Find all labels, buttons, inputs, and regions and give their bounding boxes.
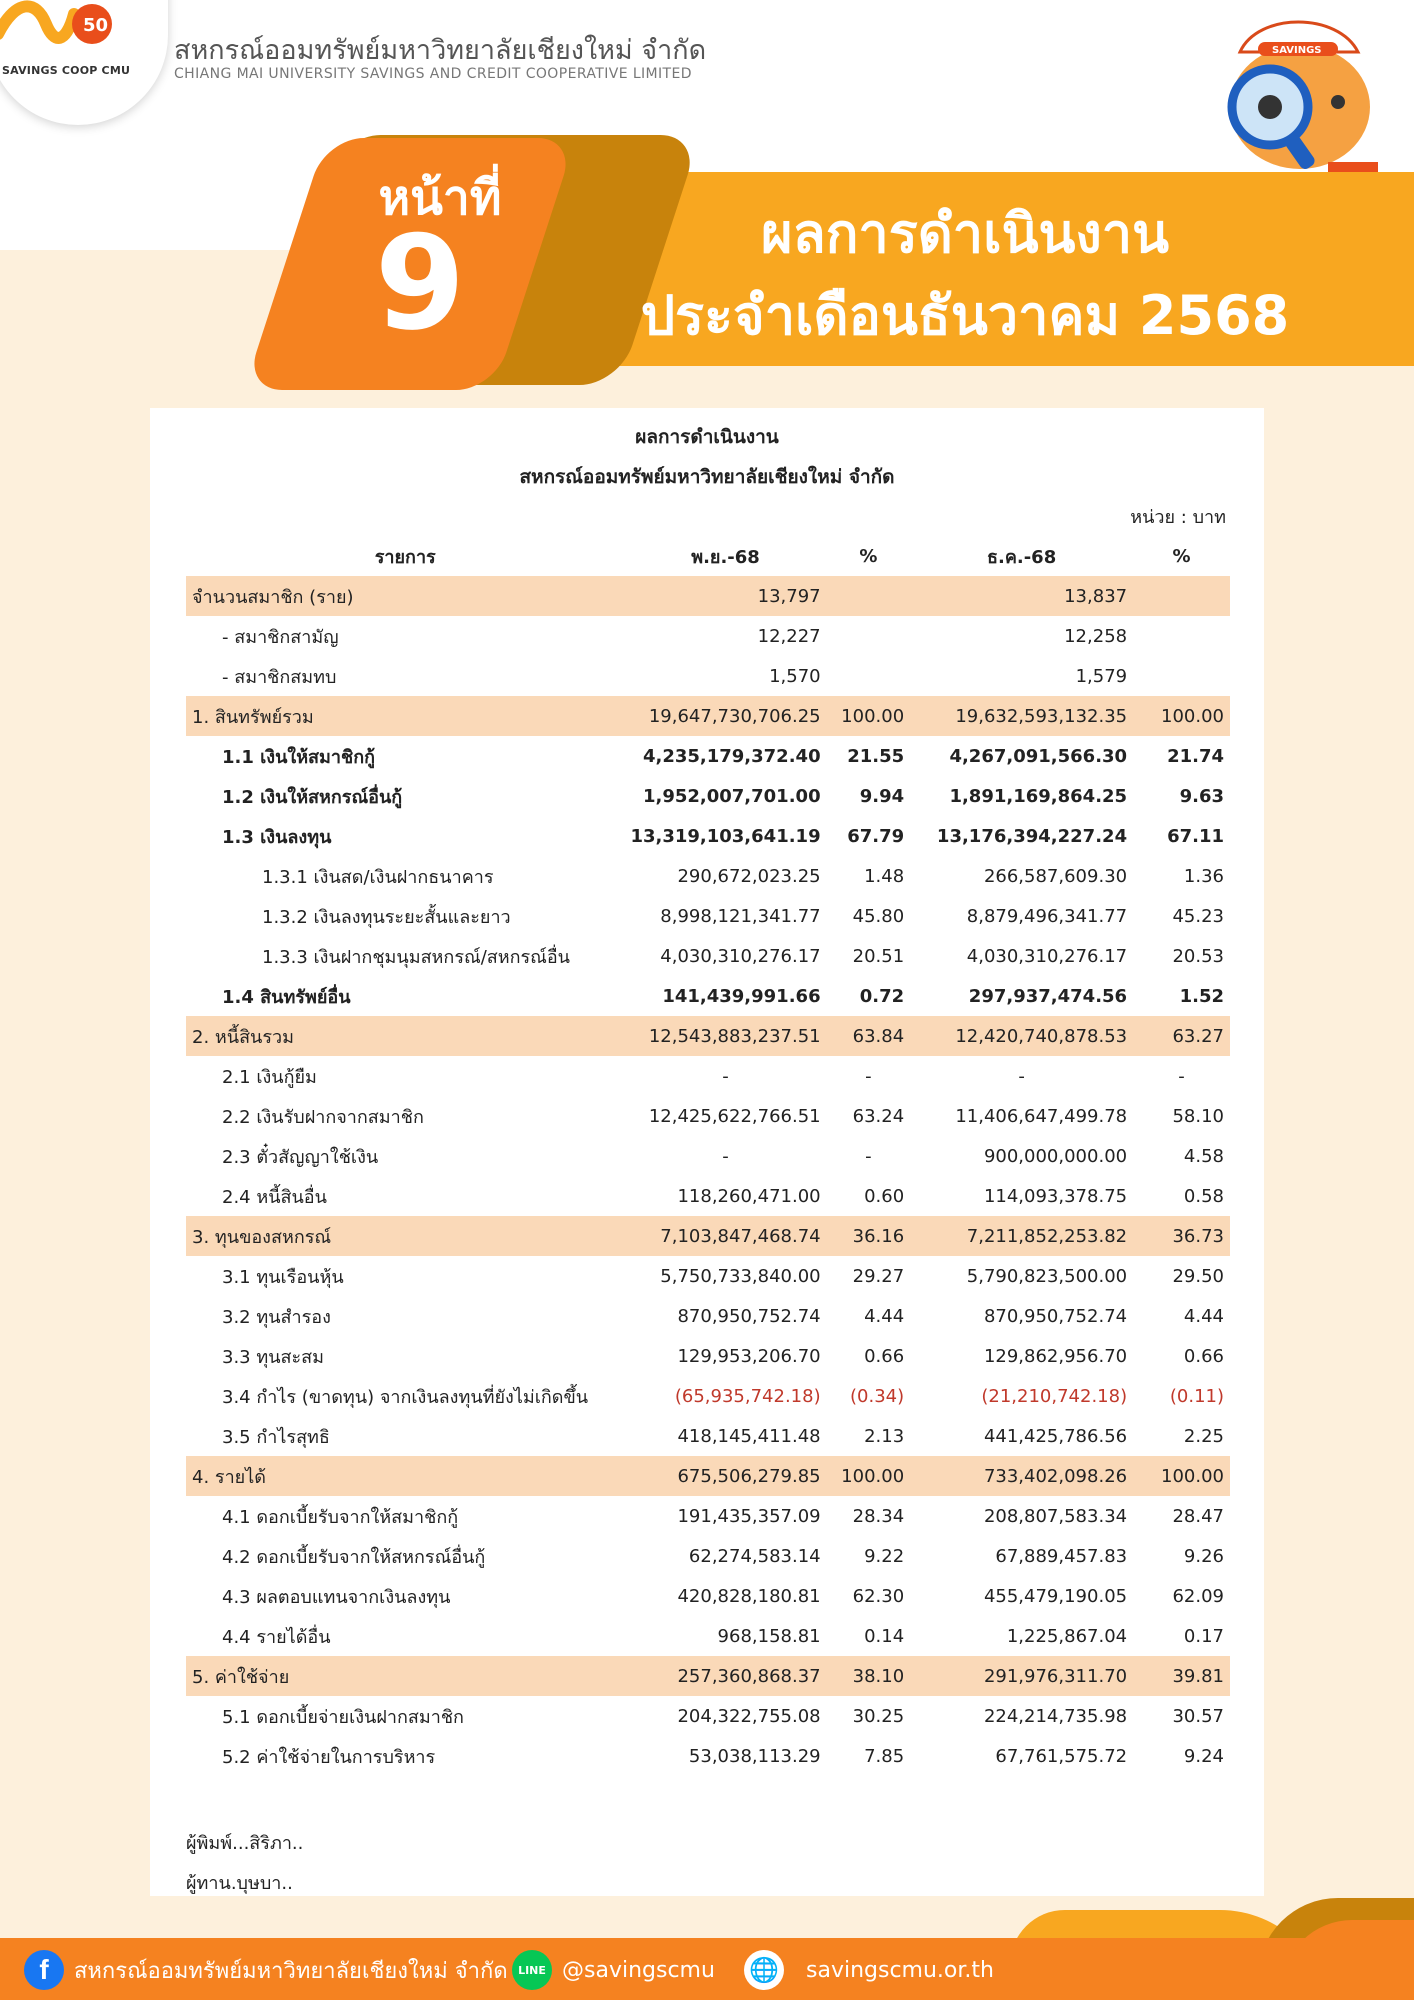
row-nov-value: 1,570 bbox=[769, 665, 821, 687]
row-label: จำนวนสมาชิก (ราย) bbox=[186, 576, 624, 616]
row-nov-percent: 0.66 bbox=[864, 1345, 905, 1367]
row-label: 4. รายได้ bbox=[186, 1456, 624, 1496]
table-row bbox=[186, 816, 1230, 856]
table-row bbox=[186, 856, 1230, 896]
coop-name-english: CHIANG MAI UNIVERSITY SAVINGS AND CREDIT COOPERATIVE LIMITED bbox=[174, 66, 692, 82]
row-dec-value: 297,937,474.56 bbox=[968, 985, 1128, 1007]
row-nov-percent: 9.94 bbox=[859, 785, 905, 807]
row-nov-percent: 9.22 bbox=[864, 1545, 905, 1567]
row-dec-value: 900,000,000.00 bbox=[983, 1145, 1128, 1167]
table-row bbox=[186, 616, 1230, 656]
reviewer-signature: ผู้ทาน.บุษบา.. bbox=[186, 1873, 293, 1894]
footer-website-link[interactable] bbox=[744, 1950, 994, 1990]
row-label: 1.1 เงินให้สมาชิกกู้ bbox=[222, 746, 376, 768]
row-dec-percent: 0.58 bbox=[1183, 1185, 1224, 1207]
row-label: 2.1 เงินกู้ยืม bbox=[222, 1066, 317, 1088]
table-row bbox=[186, 1616, 1230, 1656]
facebook-icon: f bbox=[24, 1950, 64, 1990]
row-dec-value: 12,258 bbox=[1064, 625, 1128, 647]
row-nov-value: 290,672,023.25 bbox=[677, 865, 821, 887]
page-title: ผลการดำเนินงาน bbox=[760, 202, 1170, 265]
row-nov-percent: 2.13 bbox=[864, 1425, 905, 1447]
row-label: 4.1 ดอกเบี้ยรับจากให้สมาชิกกู้ bbox=[222, 1506, 459, 1528]
table-row bbox=[186, 1656, 1230, 1696]
table-row bbox=[186, 736, 1230, 776]
row-dec-value: 7,211,852,253.82 bbox=[910, 1216, 1133, 1256]
row-dec-percent: 58.10 bbox=[1172, 1105, 1224, 1127]
table-row bbox=[186, 1416, 1230, 1456]
table-row bbox=[186, 976, 1230, 1016]
row-dec-value: 129,862,956.70 bbox=[983, 1345, 1128, 1367]
row-nov-value: 7,103,847,468.74 bbox=[624, 1216, 826, 1256]
table-row bbox=[186, 1456, 1230, 1496]
page-subtitle: ประจำเดือนธันวาคม 2568 bbox=[640, 284, 1290, 347]
row-dec-value: 19,632,593,132.35 bbox=[910, 696, 1133, 736]
report-title: ผลการดำเนินงาน bbox=[635, 426, 779, 448]
row-nov-value: 13,319,103,641.19 bbox=[630, 825, 821, 847]
row-label: 2.2 เงินรับฝากจากสมาชิก bbox=[222, 1106, 424, 1128]
row-dec-percent: - bbox=[1178, 1065, 1185, 1087]
row-dec-value: 5,790,823,500.00 bbox=[966, 1265, 1128, 1287]
row-dec-percent: 9.26 bbox=[1183, 1545, 1224, 1567]
row-dec-value: 266,587,609.30 bbox=[983, 865, 1128, 887]
row-nov-percent: 38.10 bbox=[827, 1656, 911, 1696]
row-label: 1. สินทรัพย์รวม bbox=[186, 696, 624, 736]
table-row bbox=[186, 776, 1230, 816]
printer-signature: ผู้พิมพ์...สิริภา.. bbox=[186, 1833, 304, 1854]
row-dec-percent: 0.17 bbox=[1183, 1625, 1224, 1647]
row-label: - สมาชิกสามัญ bbox=[222, 626, 339, 648]
row-label: 2.4 หนี้สินอื่น bbox=[222, 1186, 327, 1208]
footer-facebook-link[interactable] bbox=[24, 1950, 508, 1990]
table-header-row bbox=[186, 536, 1230, 576]
row-dec-percent: 1.52 bbox=[1179, 985, 1224, 1007]
table-row bbox=[186, 576, 1230, 616]
table-row bbox=[186, 1576, 1230, 1616]
row-dec-percent: 21.74 bbox=[1167, 745, 1224, 767]
row-dec-value: (21,210,742.18) bbox=[981, 1385, 1128, 1407]
row-dec-value: 291,976,311.70 bbox=[910, 1656, 1133, 1696]
row-dec-percent: 4.44 bbox=[1183, 1305, 1224, 1327]
table-row bbox=[186, 1376, 1230, 1416]
column-header-dec-pct: % bbox=[1172, 545, 1191, 567]
row-dec-value: 455,479,190.05 bbox=[983, 1585, 1128, 1607]
row-dec-percent: 36.73 bbox=[1133, 1216, 1230, 1256]
row-nov-percent: 28.34 bbox=[852, 1505, 905, 1527]
table-row bbox=[186, 1696, 1230, 1736]
row-label: 5.2 ค่าใช้จ่ายในการบริหาร bbox=[222, 1746, 436, 1768]
row-dec-percent: 29.50 bbox=[1172, 1265, 1224, 1287]
row-nov-value: 204,322,755.08 bbox=[677, 1705, 821, 1727]
row-label: 3.4 กำไร (ขาดทุน) จากเงินลงทุนที่ยังไม่เกิดขึ้น bbox=[222, 1386, 589, 1408]
table-row bbox=[186, 696, 1230, 736]
row-nov-value: 870,950,752.74 bbox=[677, 1305, 821, 1327]
row-dec-percent: 9.24 bbox=[1183, 1745, 1224, 1767]
row-dec-value: 67,889,457.83 bbox=[995, 1545, 1128, 1567]
row-dec-value: 67,761,575.72 bbox=[995, 1745, 1128, 1767]
row-nov-value: 257,360,868.37 bbox=[624, 1656, 826, 1696]
row-nov-percent: 63.24 bbox=[852, 1105, 905, 1127]
row-dec-percent: 100.00 bbox=[1133, 1456, 1230, 1496]
row-label: 4.2 ดอกเบี้ยรับจากให้สหกรณ์อื่นกู้ bbox=[222, 1546, 486, 1568]
row-label: 2. หนี้สินรวม bbox=[186, 1016, 624, 1056]
row-nov-percent: 45.80 bbox=[852, 905, 905, 927]
table-row bbox=[186, 1536, 1230, 1576]
row-nov-value: 141,439,991.66 bbox=[662, 985, 821, 1007]
row-nov-value: 8,998,121,341.77 bbox=[660, 905, 821, 927]
row-dec-value: 13,837 bbox=[910, 576, 1133, 616]
row-dec-percent bbox=[1133, 576, 1230, 616]
column-header-item: รายการ bbox=[374, 546, 436, 568]
row-nov-percent bbox=[827, 656, 911, 696]
row-label: 5. ค่าใช้จ่าย bbox=[186, 1656, 624, 1696]
table-row bbox=[186, 1096, 1230, 1136]
row-dec-percent bbox=[1133, 656, 1230, 696]
unit-label: หน่วย : บาท bbox=[1130, 507, 1226, 528]
row-nov-value: 418,145,411.48 bbox=[677, 1425, 821, 1447]
row-label: 1.3.3 เงินฝากชุมนุมสหกรณ์/สหกรณ์อื่น bbox=[262, 946, 570, 968]
row-nov-percent: 63.84 bbox=[827, 1016, 911, 1056]
row-nov-value: 1,952,007,701.00 bbox=[642, 785, 821, 807]
row-nov-value: 13,797 bbox=[624, 576, 826, 616]
table-row bbox=[186, 1336, 1230, 1376]
row-dec-percent: 20.53 bbox=[1172, 945, 1224, 967]
row-dec-percent: 1.36 bbox=[1183, 865, 1224, 887]
row-nov-value: 129,953,206.70 bbox=[677, 1345, 821, 1367]
row-nov-percent: 7.85 bbox=[864, 1745, 905, 1767]
mascot-cap-text: SAVINGS bbox=[1272, 45, 1322, 56]
table-row bbox=[186, 1296, 1230, 1336]
table-row bbox=[186, 896, 1230, 936]
row-label: 1.2 เงินให้สหกรณ์อื่นกู้ bbox=[222, 786, 403, 808]
row-nov-percent: 100.00 bbox=[827, 1456, 911, 1496]
row-dec-percent: 0.66 bbox=[1183, 1345, 1224, 1367]
row-nov-percent: - bbox=[865, 1145, 872, 1167]
table-row bbox=[186, 656, 1230, 696]
website-text: savingscmu.or.th bbox=[806, 1957, 994, 1983]
row-nov-percent: 100.00 bbox=[827, 696, 911, 736]
row-nov-percent: 29.27 bbox=[852, 1265, 905, 1287]
coop-name-thai: สหกรณ์ออมทรัพย์มหาวิทยาลัยเชียงใหม่ จำกัด bbox=[174, 35, 707, 66]
row-dec-percent bbox=[1133, 616, 1230, 656]
line-text: @savingscmu bbox=[562, 1957, 715, 1983]
row-label: 2.3 ตั๋วสัญญาใช้เงิน bbox=[222, 1146, 379, 1168]
row-dec-percent: 28.47 bbox=[1172, 1505, 1224, 1527]
row-dec-value: 1,891,169,864.25 bbox=[949, 785, 1128, 807]
row-dec-value: 870,950,752.74 bbox=[983, 1305, 1128, 1327]
row-label: 3.5 กำไรสุทธิ bbox=[222, 1426, 330, 1448]
row-dec-value: 13,176,394,227.24 bbox=[936, 825, 1128, 847]
row-nov-percent: - bbox=[865, 1065, 872, 1087]
row-nov-value: - bbox=[722, 1065, 729, 1087]
row-nov-value: 12,227 bbox=[757, 625, 821, 647]
row-dec-value: 4,267,091,566.30 bbox=[949, 745, 1128, 767]
row-label: - สมาชิกสมทบ bbox=[222, 666, 337, 688]
row-dec-percent: 2.25 bbox=[1183, 1425, 1224, 1447]
page-label: หน้าที่ bbox=[378, 170, 502, 226]
row-nov-percent: 21.55 bbox=[847, 745, 905, 767]
table-row bbox=[186, 1256, 1230, 1296]
row-dec-value: 208,807,583.34 bbox=[983, 1505, 1128, 1527]
row-dec-value: 4,030,310,276.17 bbox=[966, 945, 1128, 967]
row-dec-value: 12,420,740,878.53 bbox=[910, 1016, 1133, 1056]
row-dec-percent: 67.11 bbox=[1167, 825, 1224, 847]
row-label: 1.4 สินทรัพย์อื่น bbox=[222, 986, 351, 1008]
table-row bbox=[186, 1496, 1230, 1536]
logo-50-icon bbox=[0, 0, 116, 54]
row-dec-value: 11,406,647,499.78 bbox=[955, 1105, 1128, 1127]
table-row bbox=[186, 1136, 1230, 1176]
row-nov-percent: 0.60 bbox=[864, 1185, 905, 1207]
row-dec-value: 733,402,098.26 bbox=[910, 1456, 1133, 1496]
row-dec-value: 441,425,786.56 bbox=[983, 1425, 1128, 1447]
row-nov-value: - bbox=[722, 1145, 729, 1167]
row-label: 3.2 ทุนสำรอง bbox=[222, 1306, 331, 1328]
row-nov-value: 4,030,310,276.17 bbox=[660, 945, 821, 967]
table-row bbox=[186, 1736, 1230, 1776]
row-nov-value: 675,506,279.85 bbox=[624, 1456, 826, 1496]
row-nov-percent: 0.14 bbox=[864, 1625, 905, 1647]
report-card bbox=[150, 408, 1264, 1896]
row-nov-value: (65,935,742.18) bbox=[674, 1385, 821, 1407]
row-dec-percent: 30.57 bbox=[1172, 1705, 1224, 1727]
line-icon: LINE bbox=[512, 1950, 552, 1990]
row-nov-percent: 1.48 bbox=[864, 865, 905, 887]
row-dec-value: 114,093,378.75 bbox=[983, 1185, 1128, 1207]
row-nov-percent: 36.16 bbox=[827, 1216, 911, 1256]
svg-text:50: 50 bbox=[83, 15, 109, 36]
table-row bbox=[186, 1056, 1230, 1096]
row-nov-percent: 62.30 bbox=[852, 1585, 905, 1607]
footer-line-link[interactable] bbox=[512, 1950, 715, 1990]
row-dec-value: 1,225,867.04 bbox=[1006, 1625, 1128, 1647]
row-label: 1.3 เงินลงทุน bbox=[222, 826, 332, 848]
row-dec-value: 224,214,735.98 bbox=[983, 1705, 1128, 1727]
row-label: 3. ทุนของสหกรณ์ bbox=[186, 1216, 624, 1256]
row-nov-value: 4,235,179,372.40 bbox=[642, 745, 821, 767]
table-row bbox=[186, 1176, 1230, 1216]
logo-caption: SAVINGS COOP CMU bbox=[2, 64, 131, 77]
row-nov-percent: (0.34) bbox=[850, 1385, 905, 1407]
row-nov-value: 118,260,471.00 bbox=[677, 1185, 821, 1207]
row-label: 4.3 ผลตอบแทนจากเงินลงทุน bbox=[222, 1586, 451, 1608]
row-nov-percent: 20.51 bbox=[852, 945, 905, 967]
table-row bbox=[186, 1016, 1230, 1056]
column-header-nov-pct: % bbox=[859, 545, 878, 567]
financial-table bbox=[186, 536, 1230, 1776]
page-number: 9 bbox=[374, 207, 466, 359]
row-nov-value: 420,828,180.81 bbox=[677, 1585, 821, 1607]
row-dec-value: 8,879,496,341.77 bbox=[966, 905, 1128, 927]
row-nov-value: 12,543,883,237.51 bbox=[624, 1016, 826, 1056]
globe-icon: 🌐 bbox=[744, 1950, 784, 1990]
row-dec-percent: 62.09 bbox=[1172, 1585, 1224, 1607]
row-label: 3.3 ทุนสะสม bbox=[222, 1346, 325, 1368]
row-dec-value: 1,579 bbox=[1075, 665, 1128, 687]
row-dec-value: - bbox=[1018, 1065, 1025, 1087]
row-label: 5.1 ดอกเบี้ยจ่ายเงินฝากสมาชิก bbox=[222, 1706, 464, 1728]
row-nov-value: 62,274,583.14 bbox=[688, 1545, 821, 1567]
row-dec-percent: 39.81 bbox=[1133, 1656, 1230, 1696]
table-body bbox=[186, 576, 1230, 1776]
facebook-text: สหกรณ์ออมทรัพย์มหาวิทยาลัยเชียงใหม่ จำกัด bbox=[74, 1958, 508, 1984]
row-dec-percent: (0.11) bbox=[1169, 1385, 1224, 1407]
table-row bbox=[186, 1216, 1230, 1256]
row-label: 3.1 ทุนเรือนหุ้น bbox=[222, 1266, 344, 1288]
row-nov-value: 968,158.81 bbox=[717, 1625, 821, 1647]
row-nov-value: 12,425,622,766.51 bbox=[648, 1105, 821, 1127]
row-dec-percent: 63.27 bbox=[1133, 1016, 1230, 1056]
row-dec-percent: 45.23 bbox=[1172, 905, 1224, 927]
row-dec-percent: 9.63 bbox=[1179, 785, 1224, 807]
row-nov-percent: 0.72 bbox=[859, 985, 905, 1007]
row-nov-value: 5,750,733,840.00 bbox=[660, 1265, 821, 1287]
column-header-dec: ธ.ค.-68 bbox=[987, 546, 1057, 568]
row-nov-percent: 30.25 bbox=[852, 1705, 905, 1727]
row-dec-percent: 4.58 bbox=[1183, 1145, 1224, 1167]
row-nov-percent: 67.79 bbox=[847, 825, 905, 847]
report-subtitle: สหกรณ์ออมทรัพย์มหาวิทยาลัยเชียงใหม่ จำกัด bbox=[519, 466, 895, 488]
mascot-magnifier-icon bbox=[1188, 12, 1384, 172]
row-label: 1.3.2 เงินลงทุนระยะสั้นและยาว bbox=[262, 906, 511, 928]
row-label: 1.3.1 เงินสด/เงินฝากธนาคาร bbox=[262, 866, 494, 888]
row-nov-percent bbox=[827, 616, 911, 656]
table-row bbox=[186, 936, 1230, 976]
row-nov-percent: 4.44 bbox=[864, 1305, 905, 1327]
row-nov-value: 191,435,357.09 bbox=[677, 1505, 821, 1527]
row-nov-percent bbox=[827, 576, 911, 616]
row-nov-value: 19,647,730,706.25 bbox=[624, 696, 826, 736]
row-nov-value: 53,038,113.29 bbox=[688, 1745, 821, 1767]
column-header-nov: พ.ย.-68 bbox=[691, 546, 760, 568]
row-dec-percent: 100.00 bbox=[1133, 696, 1230, 736]
row-label: 4.4 รายได้อื่น bbox=[222, 1626, 331, 1648]
